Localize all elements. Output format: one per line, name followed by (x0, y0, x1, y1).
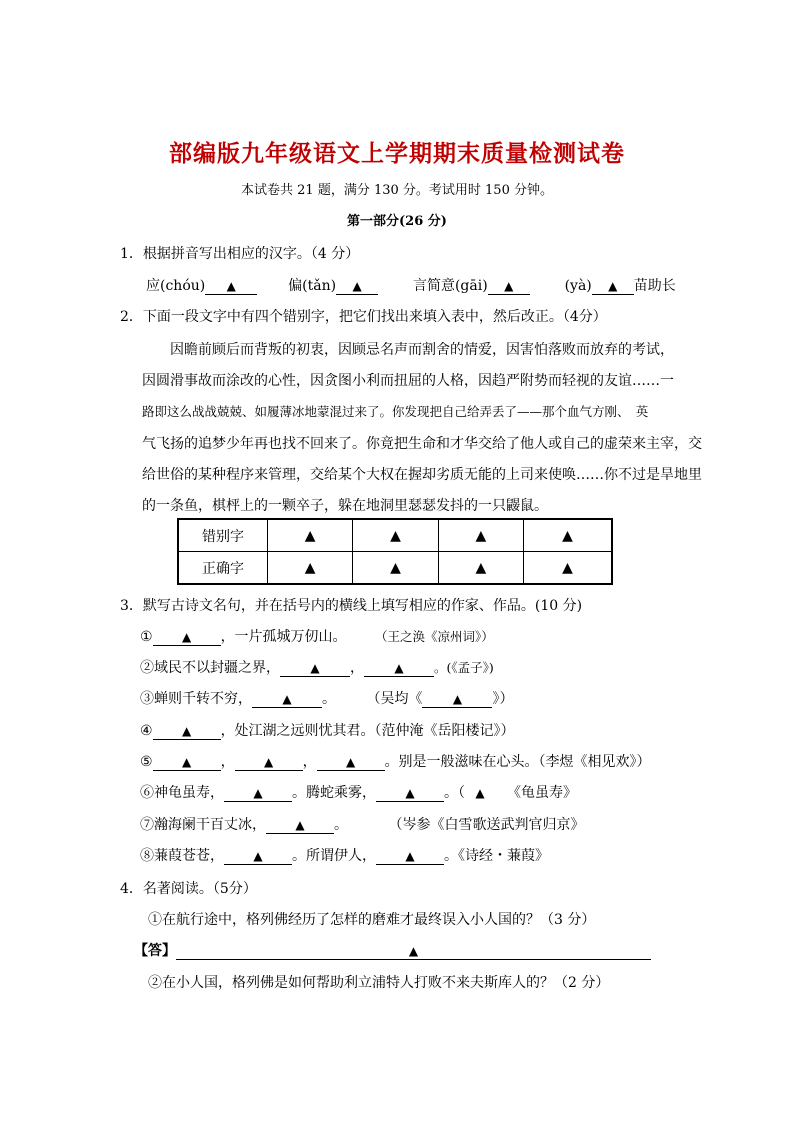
source-blank[interactable]: ▲ (475, 786, 485, 800)
part-heading: 第一部分(26 分) (347, 214, 447, 229)
poem-blank[interactable]: ▲ (376, 785, 444, 802)
passage-line: 路即这么战战兢兢、如履薄冰地蒙混过来了。你发现把自己给弄丢了——那个血气方刚、 英 (142, 404, 649, 419)
passage-line: 因圆滑事故而涂改的心性，因贪图小利而扭屈的人格，因趋严附势而轻视的友谊……一 (142, 373, 674, 389)
answer-input[interactable]: ▲ (176, 943, 651, 960)
question-2-stem: 2．下面一段文字中有四个错别字，把它们找出来填入表中，然后改正。（4分） (120, 309, 607, 325)
poem-blank[interactable]: ▲ (153, 723, 221, 740)
passage-line: 给世俗的某种程序来管理，交给某个大权在握却劣质无能的上司来使唤……你不过是旱地里 (142, 467, 702, 483)
error-table (177, 518, 613, 585)
poem-line-4: ④ ▲ ，处江湖之远则忧其君。（范仲淹《岳阳楼记》） (140, 723, 515, 739)
q1-blank-3[interactable]: ▲ (488, 278, 530, 295)
answer-label: 【答】 (134, 943, 176, 959)
poem-line-8: ⑧蒹葭苍苍， ▲ 。所谓伊人， ▲ 。《诗经・蒹葭》 (140, 848, 549, 864)
poem-blank[interactable]: ▲ (280, 660, 350, 677)
q1-blank-2[interactable]: ▲ (336, 278, 378, 295)
poem-line-1: ① ▲ ，一片孤城万仞山。 （王之涣《凉州词》） (140, 629, 494, 645)
question-4-stem: 4．名著阅读。（5分） (120, 881, 257, 897)
q1-blank-1[interactable]: ▲ (205, 278, 257, 295)
correct-char-cell[interactable]: ▲ (524, 552, 612, 585)
table-row (178, 552, 612, 585)
passage-line: 因瞻前顾后而背叛的初衷，因顾忌名声而割舍的情爱，因害怕落败而放弃的考试， (170, 342, 674, 358)
question-1-stem: 1．根据拼音写出相应的汉字。（4 分） (120, 246, 360, 262)
question-3-stem: 3．默写古诗文名句，并在括号内的横线上填写相应的作家、作品。(10 分) (120, 598, 583, 614)
passage-line: 气飞扬的追梦少年再也找不回来了。你竟把生命和才华交给了他人或自己的虚荣来主宰，交 (142, 436, 702, 452)
poem-line-2: ②域民不以封疆之界， ▲ ， ▲ 。(《孟子》) (140, 660, 494, 676)
question-4-sub-1: ①在航行途中，格列佛经历了怎样的磨难才最终误入小人国的？（3 分） (148, 912, 596, 928)
q1-item-3: 言简意(gāi) (412, 278, 488, 294)
poem-line-5: ⑤ ▲ ， ▲ ， ▲ 。别是一般滋味在心头。（李煜《相见欢》） (140, 754, 651, 770)
q1-item-2: 偏(tǎn) (288, 278, 337, 294)
poem-line-7: ⑦瀚海阑干百丈冰， ▲ 。 （岑参《白雪歌送武判官归京》 (140, 817, 585, 833)
wrong-char-cell[interactable]: ▲ (353, 519, 438, 552)
correct-char-cell[interactable]: ▲ (353, 552, 438, 585)
poem-blank[interactable]: ▲ (153, 629, 221, 646)
wrong-char-cell[interactable]: ▲ (268, 519, 353, 552)
poem-line-3: ③蝉则千转不穷， ▲ 。 （吴均《 ▲ 》） (140, 691, 514, 707)
correct-char-cell[interactable]: ▲ (438, 552, 523, 585)
question-4-sub-2: ②在小人国，格列佛是如何帮助利立浦特人打败不来夫斯库人的？（2 分） (148, 975, 610, 991)
source-blank[interactable]: ▲ (422, 691, 492, 708)
poem-blank[interactable]: ▲ (224, 785, 292, 802)
exam-info: 本试卷共 21 题，满分 130 分。考试用时 150 分钟。 (241, 183, 553, 198)
row-label-wrong: 错别字 (178, 519, 268, 552)
q1-blank-4[interactable]: ▲ (592, 278, 634, 295)
wrong-char-cell[interactable]: ▲ (438, 519, 523, 552)
page-title: 部编版九年级语文上学期期末质量检测试卷 (169, 140, 625, 167)
poem-line-6: ⑥神龟虽寿， ▲ 。腾蛇乘雾， ▲ 。（ ▲ 《龟虽寿》 (140, 785, 577, 801)
poem-blank[interactable]: ▲ (266, 817, 334, 834)
row-label-correct: 正确字 (178, 552, 268, 585)
passage-line: 的一条鱼，棋枰上的一颗卒子，躲在地洞里瑟瑟发抖的一只鼹鼠。 (142, 498, 548, 514)
poem-blank[interactable]: ▲ (364, 660, 434, 677)
question-1-items (146, 275, 676, 295)
poem-blank[interactable]: ▲ (224, 848, 292, 865)
poem-blank[interactable]: ▲ (376, 848, 444, 865)
q1-item-4: (yà) (564, 278, 592, 294)
table-row (178, 519, 612, 552)
poem-blank[interactable]: ▲ (153, 754, 221, 771)
q1-item-1: 应(chóu) (146, 278, 206, 294)
poem-blank[interactable]: ▲ (235, 754, 303, 771)
poem-blank[interactable]: ▲ (317, 754, 385, 771)
answer-line (134, 940, 651, 960)
poem-source: （王之涣《凉州词》） (375, 629, 494, 644)
correct-char-cell[interactable]: ▲ (268, 552, 353, 585)
wrong-char-cell[interactable]: ▲ (524, 519, 612, 552)
q1-tail: 苗助长 (633, 278, 676, 294)
poem-blank[interactable]: ▲ (252, 691, 322, 708)
